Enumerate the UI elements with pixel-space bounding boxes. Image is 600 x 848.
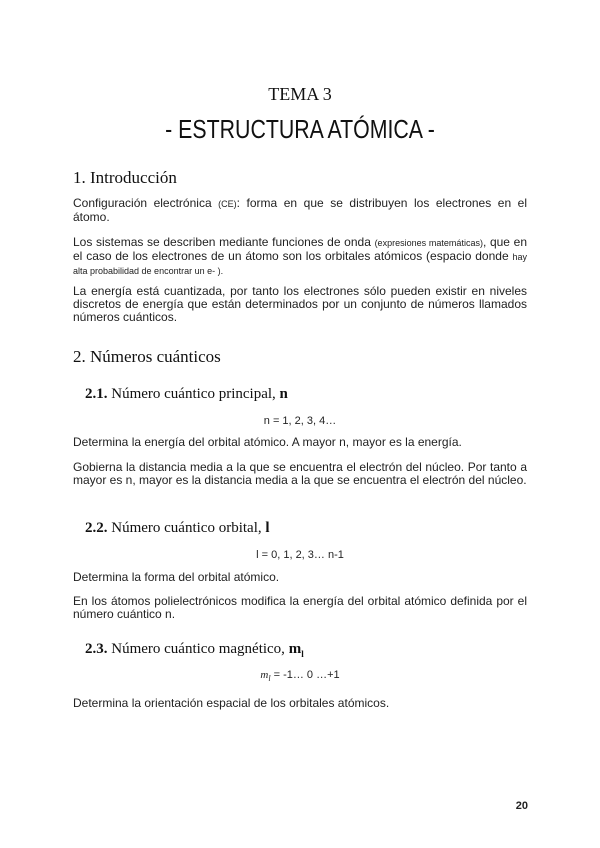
subsection-2-3-heading: 2.3. Número cuántico magnético, $m_l$ xyxy=(85,641,304,659)
formula-ml: $m_l$ = -1… 0 …+1 xyxy=(260,669,340,684)
section-1-number: 1. xyxy=(73,168,86,187)
section-1-title: Introducción xyxy=(90,168,177,187)
intro-paragraph-2: Los sistemas se describen mediante funciones de onda (expresiones matemáticas), que en el caso de los electrones de un átomo son los orbitales atómicos (espacio donde hay alta probabilidad de encontrar un e- ). xyxy=(73,235,528,276)
subsection-2-1-heading: 2.1. Número cuántico principal, n xyxy=(85,386,288,402)
chapter-title: - ESTRUCTURA ATÓMICA - xyxy=(165,114,435,144)
subsection-2-2-heading: 2.2. Número cuántico orbital, l xyxy=(85,520,270,536)
section-1-heading xyxy=(73,168,177,188)
principal-paragraph-2: Gobierna la distancia media a la que se encuentra el electrón del núcleo. Por tanto a mayor es n, mayor es la distancia media a la que se encuentra el electrón del núcleo. xyxy=(73,460,527,487)
chapter-label: TEMA 3 xyxy=(268,84,332,104)
section-2-title: Números cuánticos xyxy=(90,347,221,366)
formula-n: n = 1, 2, 3, 4… xyxy=(263,415,337,427)
orbital-paragraph-1: Determina la forma del orbital atómico. xyxy=(73,570,280,584)
principal-paragraph-1: Determina la energía del orbital atómico. A mayor n, mayor es la energía. xyxy=(73,435,462,449)
orbital-paragraph-2: En los átomos polielectrónicos modifica la energía del orbital atómico definida por el número cuántico n. xyxy=(73,594,527,621)
section-2-number: 2. xyxy=(73,347,86,366)
section-2-heading xyxy=(73,347,221,367)
page-number: 20 xyxy=(515,800,528,812)
magnetic-paragraph-1: Determina la orientación espacial de los orbitales atómicos. xyxy=(73,696,390,710)
intro-paragraph-3: La energía está cuantizada, por tanto los electrones sólo pueden existir en niveles discretos de energía que están determinados por un conjunto de números llamados números cuánticos. xyxy=(73,284,527,324)
intro-paragraph-1: Configuración electrónica (CE): forma en que se distribuyen los electrones en el átomo. xyxy=(73,196,527,224)
formula-l: l = 0, 1, 2, 3… n-1 xyxy=(256,549,344,561)
